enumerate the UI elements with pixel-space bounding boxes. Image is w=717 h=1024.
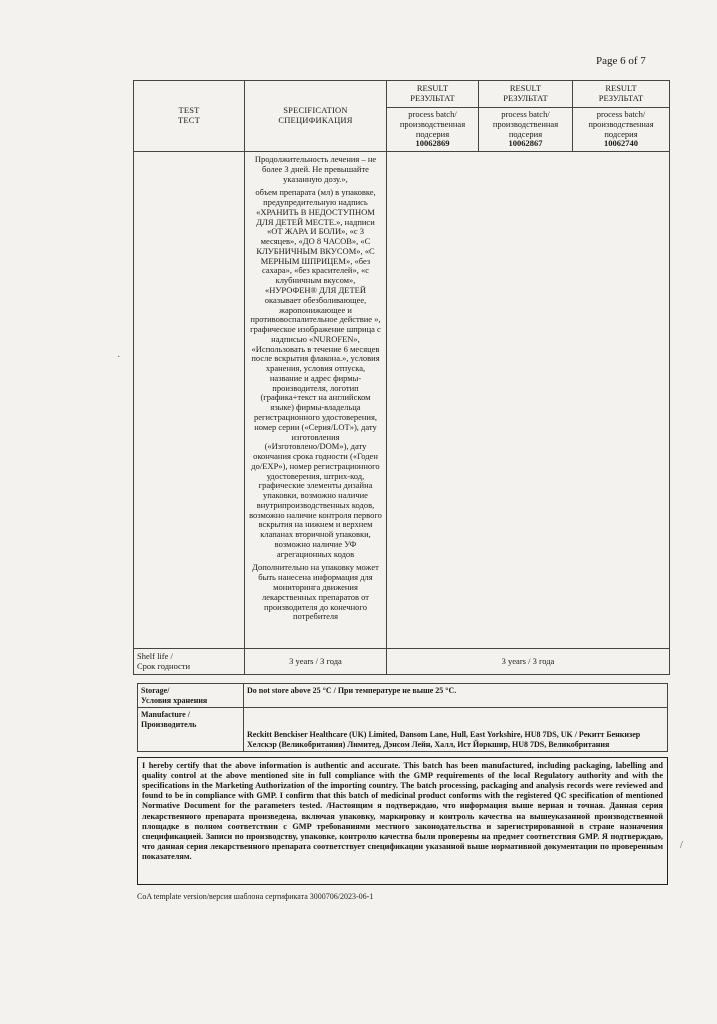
- storage-table: [137, 683, 668, 752]
- specification-text: [245, 152, 387, 649]
- shelf-life-label: Shelf life / Срок годности: [134, 649, 245, 675]
- results-table: [133, 80, 670, 675]
- template-version: CoA template version/версия шаблона сертификата 3000706/2023-06-1: [137, 892, 374, 901]
- header-result-2: RESULT РЕЗУЛЬТАТ: [479, 81, 573, 108]
- header-result-3: RESULT РЕЗУЛЬТАТ: [573, 81, 670, 108]
- storage-value: Do not store above 25 °C / При температуре не выше 25 °C.: [244, 684, 668, 708]
- results-cell-empty: [387, 152, 670, 649]
- batch-3: process batch/ производственная подсерия 10062740: [573, 108, 670, 152]
- certification-statement: I hereby certify that the above information is authentic and accurate. This batch has been manufactured, including packaging, labelling and quality control at the above mentioned site in full compliance with the GMP requirements of the local Regulatory authority and with the specifications in the Marketing Authorization of the importing country. The batch processing, packaging and analysis records were reviewed and found to be in compliance with GMP. I confirm that this batch of medicinal product conforms with the registered QC specification of mentioned Normative Document for the parameters tested. /Настоящим я подтверждаю, что информация выше верная и точная. Данная серия лекарственного препарата произведена, включая упаковку, маркировку и контроль качества на вышеуказанной производственной площадке в полном соответствии с GMP требованиями местного законодательства и зарегистрированной в стране назначения спецификацией. Записи по производству, упаковке, контролю качества были проверены на предмет соответствия GMP. Я подтверждаю, что данная серия лекарственного препарата соответствует спецификации указанной выше нормативной документации по проверенным показателям.: [137, 757, 668, 885]
- header-test: TEST ТЕСТ: [134, 81, 245, 152]
- manufacturer-value: Reckitt Benckiser Healthcare (UK) Limited, Dansom Lane, Hull, East Yorkshire, HU8 7DS, UK / Рекитт Бенкизер Хелскэр (Великобритания) Лимитед, Дэнсом Лейн, Халл, Ист Йоркшир, HU8 7DS, Великобритания: [244, 708, 668, 752]
- header-specification: SPECIFICATION СПЕЦИФИКАЦИЯ: [245, 81, 387, 152]
- spec-paragraph: Продолжительность лечения – не более 3 дней. Не превышайте указанную дозу.»,: [254, 154, 377, 184]
- test-cell-empty: [134, 152, 245, 649]
- page-number: Page 6 of 7: [596, 55, 646, 67]
- scan-mark: /: [680, 840, 683, 851]
- scan-mark: ·: [117, 352, 121, 363]
- header-result-1: RESULT РЕЗУЛЬТАТ: [387, 81, 479, 108]
- shelf-life-result: 3 years / 3 года: [387, 649, 670, 675]
- spec-paragraph: объем препарата (мл) в упаковке, предупредительную надпись «ХРАНИТЬ В НЕДОСТУПНОМ ДЛЯ ДЕТЕЙ МЕСТЕ.», надписи «ОТ ЖАРА И БОЛИ», «с 3 месяцев», «ДО 8 ЧАСОВ», «С КЛУБНИЧНЫМ ВКУСОМ», «С МЕРНЫМ ШПРИЦЕМ», «без сахара», «без красителей», «с клубничным вкусом», «НУРОФЕН® ДЛЯ ДЕТЕЙ оказывает обезболивающее, жаропонижающее и противовоспалительное действие », графическое изображение шприца с надписью «NUROFEN», «Использовать в течение 6 месяцев после вскрытия флакона.», условия хранения, условия отпуска, название и адрес фирмы-производителя, логотип (графика+текст на английском языке) фирмы-владельца регистрационного удостоверения, номер серии («Серия/LOT»), дату изготовления («Изготовлено/DOM»), дату окончания срока годности («Годен до/EXP»), номер регистрационного удостоверения, штрих-код, графические элементы дизайна упаковки, возможно наличие внутрипроизводственных кодов, возможно наличие контроля первого вскрытия на нижнем и верхнем клапанах вторичной упаковки, возможно наличие УФ агрегационных кодов: [249, 187, 382, 559]
- shelf-life-spec: 3 years / 3 года: [245, 649, 387, 675]
- batch-2: process batch/ производственная подсерия 10062867: [479, 108, 573, 152]
- manufacturer-label: Manufacture / Производитель: [138, 708, 244, 752]
- batch-1: process batch/ производственная подсерия 10062869: [387, 108, 479, 152]
- storage-label: Storage/ Условия хранения: [138, 684, 244, 708]
- spec-paragraph: Дополнительно на упаковку может быть нанесена информация для мониторинга движения лекарственных препаратов от производителя до конечного потребителя: [252, 562, 379, 622]
